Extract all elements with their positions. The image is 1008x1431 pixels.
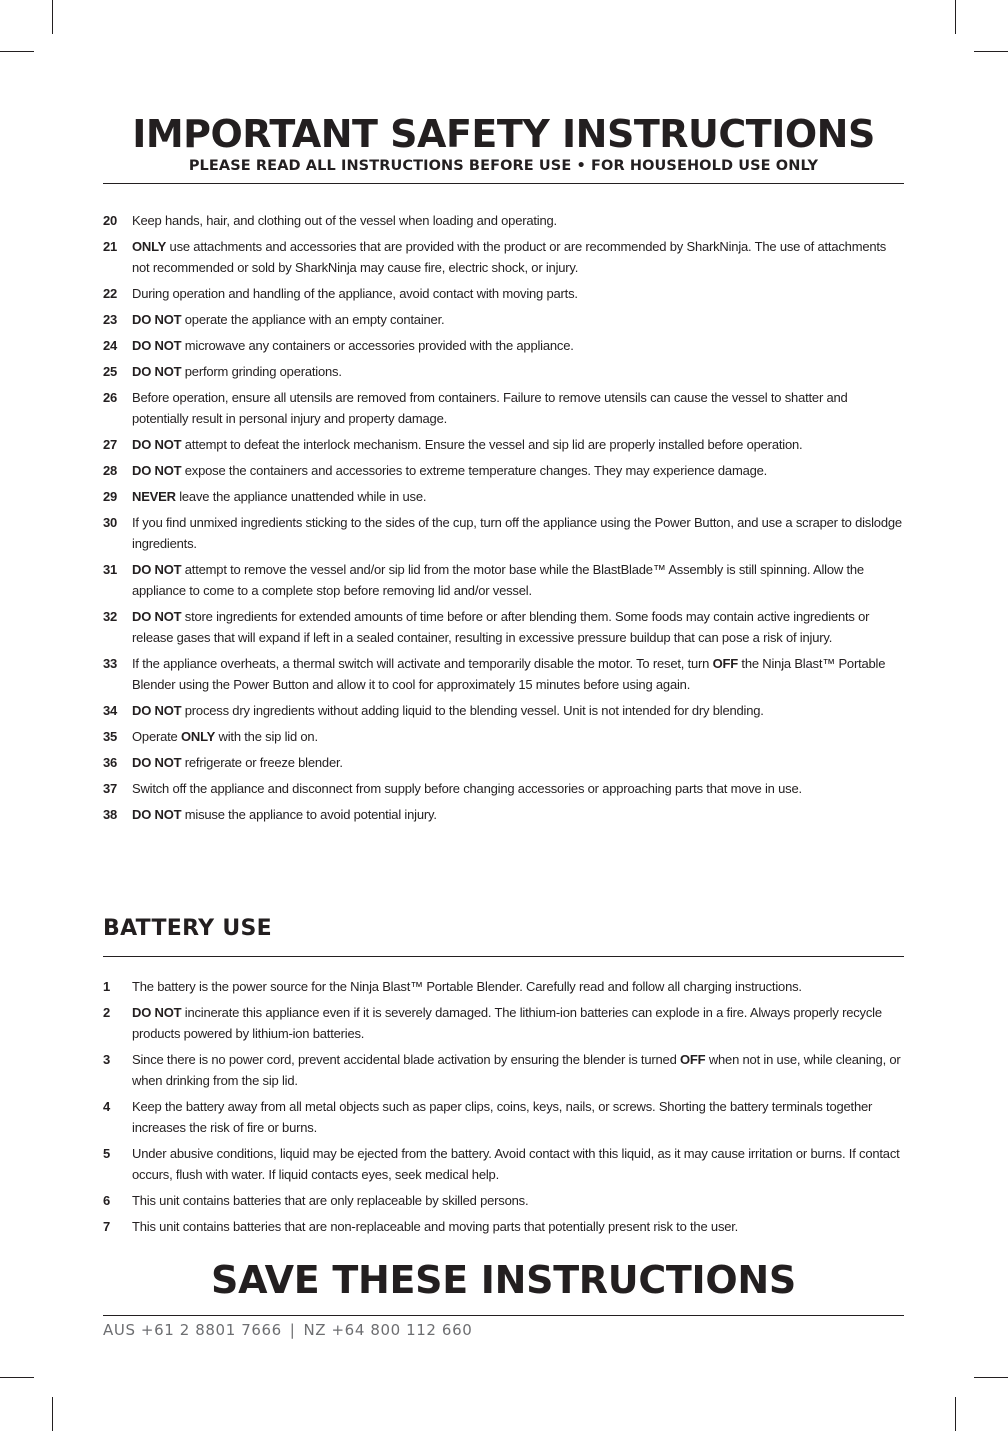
item-body: During operation and handling of the appliance, avoid contact with moving parts.: [132, 286, 578, 301]
item-number: 27: [103, 437, 118, 452]
header-divider: [103, 183, 904, 184]
item-text: [132, 653, 904, 695]
item-text: [132, 434, 904, 455]
item-text: [132, 1049, 904, 1091]
item-number: 36: [103, 755, 118, 770]
list-item: [103, 210, 904, 231]
crop-mark: [0, 51, 34, 52]
item-body: incinerate this appliance even if it is severely damaged. The lithium-ion batteries can explode in a fire. Always properly recycle products powered by lithium-ion batteries.: [132, 1005, 882, 1041]
item-number: 2: [103, 1005, 111, 1020]
item-text: [132, 460, 904, 481]
item-number: 35: [103, 729, 118, 744]
item-number: 37: [103, 781, 118, 796]
item-body: This unit contains batteries that are non-replaceable and moving parts that potentially present risk to the user.: [132, 1219, 739, 1234]
item-text: [132, 1190, 904, 1211]
item-number: 34: [103, 703, 118, 718]
item-body: expose the containers and accessories to extreme temperature changes. They may experience damage.: [181, 463, 768, 478]
item-number: 26: [103, 390, 118, 405]
item-emphasis: DO NOT: [132, 437, 182, 452]
item-number: 38: [103, 807, 118, 822]
item-body: leave the appliance unattended while in use.: [175, 489, 427, 504]
item-text: [132, 976, 904, 997]
list-item: [103, 1002, 904, 1044]
item-body: Since there is no power cord, prevent accidental blade activation by ensuring the blender is turned: [132, 1052, 681, 1067]
item-emphasis: DO NOT: [132, 703, 182, 718]
item-number: 22: [103, 286, 118, 301]
item-text: [132, 778, 904, 799]
item-number: 20: [103, 213, 118, 228]
item-body: If you find unmixed ingredients sticking to the sides of the cup, turn off the appliance using the Power Button, and use a scraper to dislodge ingredients.: [132, 515, 902, 551]
item-emphasis: DO NOT: [132, 338, 182, 353]
item-emphasis: DO NOT: [132, 609, 182, 624]
item-body: The battery is the power source for the Ninja Blast™ Portable Blender. Carefully read and follow all charging instructions.: [132, 979, 802, 994]
item-number: 7: [103, 1219, 111, 1234]
item-emphasis: DO NOT: [132, 1005, 182, 1020]
item-body: process dry ingredients without adding liquid to the blending vessel. Unit is not intended for dry blending.: [181, 703, 764, 718]
item-emphasis: ONLY: [132, 239, 167, 254]
item-text: [132, 309, 904, 330]
item-text: [132, 236, 904, 278]
item-body: with the sip lid on.: [215, 729, 318, 744]
list-item: [103, 1049, 904, 1091]
safety-instructions-list: [103, 210, 904, 830]
item-emphasis: NEVER: [132, 489, 176, 504]
page-header: [103, 112, 904, 176]
list-item: [103, 804, 904, 825]
item-number: 29: [103, 489, 118, 504]
crop-mark: [0, 1377, 34, 1378]
item-text: [132, 210, 904, 231]
phone-separator: |: [289, 1321, 296, 1339]
list-item: [103, 976, 904, 997]
item-body: attempt to defeat the interlock mechanism. Ensure the vessel and sip lid are properly installed before operation.: [181, 437, 803, 452]
item-number: 28: [103, 463, 118, 478]
nz-phone: NZ +64 800 112 660: [303, 1321, 473, 1339]
item-text: [132, 606, 904, 648]
item-number: 30: [103, 515, 118, 530]
item-emphasis: DO NOT: [132, 807, 182, 822]
item-text: [132, 335, 904, 356]
item-emphasis: DO NOT: [132, 562, 182, 577]
list-item: [103, 559, 904, 601]
item-text: [132, 726, 904, 747]
item-text: [132, 1002, 904, 1044]
item-body: Before operation, ensure all utensils are removed from containers. Failure to remove utensils can cause the vessel to shatter and potentially result in personal injury and property damage.: [132, 390, 848, 426]
page-title: IMPORTANT SAFETY INSTRUCTIONS: [132, 112, 875, 156]
item-body: use attachments and accessories that are provided with the product or are recommended by SharkNinja. The use of attachments not recommended or sold by SharkNinja may cause fire, electric shock, or injury.: [132, 239, 887, 275]
item-number: 25: [103, 364, 118, 379]
item-body: store ingredients for extended amounts of time before or after blending them. Some foods may contain active ingredients or release gases that will expand if left in a sealed container, resulting in excessive pressure buildup that can pose a risk of injury.: [132, 609, 870, 645]
item-body: Operate: [132, 729, 181, 744]
crop-mark: [52, 1397, 53, 1431]
list-item: [103, 309, 904, 330]
list-item: [103, 236, 904, 278]
list-item: [103, 512, 904, 554]
item-number: 23: [103, 312, 118, 327]
list-item: [103, 361, 904, 382]
item-number: 21: [103, 239, 118, 254]
item-number: 31: [103, 562, 118, 577]
item-body: misuse the appliance to avoid potential injury.: [181, 807, 437, 822]
item-text: [132, 1096, 904, 1138]
list-item: [103, 726, 904, 747]
item-text: [132, 283, 904, 304]
list-item: [103, 700, 904, 721]
item-body: microwave any containers or accessories provided with the appliance.: [181, 338, 574, 353]
item-number: 33: [103, 656, 118, 671]
list-item: [103, 1096, 904, 1138]
item-number: 4: [103, 1099, 111, 1114]
item-number: 5: [103, 1146, 111, 1161]
crop-mark: [974, 1377, 1008, 1378]
item-body: perform grinding operations.: [181, 364, 342, 379]
item-number: 3: [103, 1052, 111, 1067]
list-item: [103, 1216, 904, 1237]
item-emphasis: DO NOT: [132, 312, 182, 327]
item-emphasis: DO NOT: [132, 755, 182, 770]
item-body: Under abusive conditions, liquid may be ejected from the battery. Avoid contact with this liquid, as it may cause irritation or burns. If contact occurs, flush with water. If liquid contacts eyes, seek medical help.: [132, 1146, 900, 1182]
item-text: [132, 512, 904, 554]
item-text: [132, 559, 904, 601]
item-body: refrigerate or freeze blender.: [181, 755, 343, 770]
list-item: [103, 335, 904, 356]
item-emphasis: DO NOT: [132, 364, 182, 379]
item-body: This unit contains batteries that are only replaceable by skilled persons.: [132, 1193, 529, 1208]
item-text: [132, 361, 904, 382]
list-item: [103, 606, 904, 648]
footer-divider: [103, 1315, 904, 1316]
item-text: [132, 752, 904, 773]
page-subtitle: PLEASE READ ALL INSTRUCTIONS BEFORE USE • FOR HOUSEHOLD USE ONLY: [188, 158, 819, 174]
list-item: [103, 653, 904, 695]
item-number: 1: [103, 979, 111, 994]
crop-mark: [955, 0, 956, 34]
item-emphasis: OFF: [712, 656, 738, 671]
item-text: [132, 1216, 904, 1237]
item-body: Switch off the appliance and disconnect from supply before changing accessories or approaching parts that move in use.: [132, 781, 802, 796]
item-number: 6: [103, 1193, 111, 1208]
item-number: 32: [103, 609, 118, 624]
crop-mark: [955, 1397, 956, 1431]
item-text: [132, 1143, 904, 1185]
list-item: [103, 752, 904, 773]
item-emphasis: OFF: [680, 1052, 706, 1067]
battery-instructions-list: [103, 976, 904, 1242]
list-item: [103, 283, 904, 304]
item-emphasis: DO NOT: [132, 463, 182, 478]
item-body: Keep hands, hair, and clothing out of the vessel when loading and operating.: [132, 213, 557, 228]
save-instructions-title: SAVE THESE INSTRUCTIONS: [211, 1258, 796, 1302]
item-body: If the appliance overheats, a thermal switch will activate and temporarily disable the motor. To reset, turn: [132, 656, 713, 671]
item-body: Keep the battery away from all metal objects such as paper clips, coins, keys, nails, or screws. Shorting the battery terminals together increases the risk of fire or burns.: [132, 1099, 873, 1135]
battery-divider: [103, 956, 904, 957]
crop-mark: [974, 51, 1008, 52]
list-item: [103, 778, 904, 799]
list-item: [103, 460, 904, 481]
list-item: [103, 486, 904, 507]
item-text: [132, 700, 904, 721]
aus-phone: AUS +61 2 8801 7666: [103, 1321, 282, 1339]
list-item: [103, 434, 904, 455]
item-body: when not in use, while cleaning, or when drinking from the sip lid.: [132, 1052, 901, 1088]
list-item: [103, 1143, 904, 1185]
battery-section-title: BATTERY USE: [103, 916, 272, 941]
contact-phones: [103, 1321, 472, 1339]
item-text: [132, 387, 904, 429]
item-text: [132, 486, 904, 507]
item-body: the Ninja Blast™ Portable Blender using the Power Button and allow it to cool for approximately 15 minutes before using again.: [132, 656, 886, 692]
list-item: [103, 387, 904, 429]
item-text: [132, 804, 904, 825]
item-number: 24: [103, 338, 118, 353]
item-emphasis: ONLY: [181, 729, 216, 744]
item-body: attempt to remove the vessel and/or sip lid from the motor base while the BlastBlade™ Assembly is still spinning. Allow the appliance to come to a complete stop before removing lid and/or vessel.: [132, 562, 864, 598]
item-body: operate the appliance with an empty container.: [181, 312, 445, 327]
list-item: [103, 1190, 904, 1211]
crop-mark: [52, 0, 53, 34]
